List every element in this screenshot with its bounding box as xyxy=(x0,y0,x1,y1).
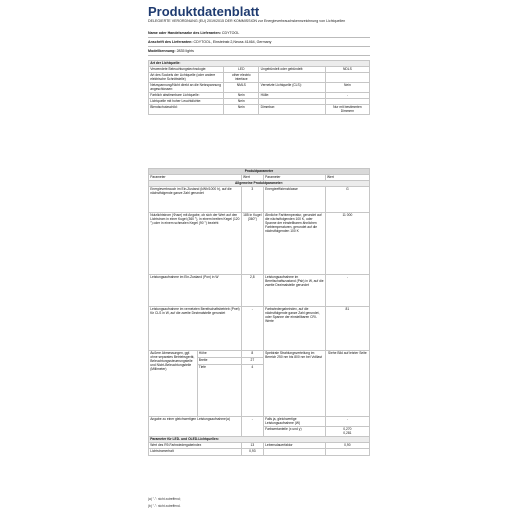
supplier-address-value: CDYTOOL, Einsteinstr.2,Neuss 41464, Germany xyxy=(193,40,272,44)
table-row xyxy=(149,187,370,213)
param-label: Nutzlichtstrom (Φuse) mit Angabe, ob sich der Wert auf den Lichtstrom in einer Kugel (360 °), in einem breiten Kegel (120 °) oder in einem schmalen Kegel (90 °) bezieht xyxy=(149,213,242,275)
dimension-name: Höhe xyxy=(197,351,241,358)
footnote: (a) "-": nicht zutreffend; xyxy=(148,497,181,501)
dimension-value: 27 xyxy=(241,358,263,365)
light-source-type-heading: Art der Lichtquelle: xyxy=(149,61,370,67)
supplier-brand-row xyxy=(148,31,370,38)
param-label: Art des Sockels der Lichtquelle (oder andere elektrische Schnittstelle) xyxy=(149,73,224,83)
table-row xyxy=(149,351,370,358)
param-value: 11 000 xyxy=(325,213,369,275)
chromaticity-value xyxy=(325,427,369,437)
chromaticity-x: 0,270 xyxy=(343,426,352,431)
model-value: 2835 lights xyxy=(176,49,194,53)
param-value: 81 xyxy=(325,307,369,351)
spectral-label: Spektrale Strahlungsverteilung im Bereich 250 nm bis 800 nm bei Volllast xyxy=(263,351,325,417)
param-value: 0,93 xyxy=(241,449,263,455)
supplier-address-row xyxy=(148,40,370,47)
table-row xyxy=(149,417,370,427)
chromaticity-y: 0,281 xyxy=(343,430,352,435)
footnote: (b) "-": nicht zutreffend. xyxy=(148,504,181,508)
param-label: Farblich abstimmbare Lichtquelle: xyxy=(149,93,224,99)
param-value: LED xyxy=(224,67,259,73)
param-label: Farbwiedergabeindex, auf die nächstfolgende ganze Zahl gerundet, oder Spanne der einstellbaren CRI-Werte xyxy=(263,307,325,351)
dimension-value: 4 xyxy=(241,365,263,417)
page-title: Produktdatenblatt xyxy=(148,4,260,19)
equivalent-power-w-label: Falls ja, gleichwertige Leistungsaufnahme (W) xyxy=(263,417,325,427)
param-value: other electric interface xyxy=(224,73,259,83)
param-label: Lichtquelle mit hoher Leuchtdichte: xyxy=(149,99,224,105)
param-value: Nein xyxy=(224,105,259,115)
equivalent-power-value: - xyxy=(241,417,263,437)
table-row xyxy=(149,83,370,93)
param-label: Dimmbar: xyxy=(259,105,325,115)
param-label: Ungebündelt oder gebündelt: xyxy=(259,67,325,73)
param-label: Netzspannung/Nicht direkt an die Netzspannung angeschlossen: xyxy=(149,83,224,93)
table-row xyxy=(149,73,370,83)
dimension-name: Breite xyxy=(197,358,241,365)
param-value: NDLS xyxy=(325,67,369,73)
param-label: Energieeffizienzklasse xyxy=(263,187,325,213)
column-header-parameter: Parameter xyxy=(149,175,242,181)
param-label: Lichtstromerhalt xyxy=(149,449,242,455)
param-value: Nein xyxy=(325,83,369,93)
param-label: Leistungsaufnahme im vernetzten Bereitschaftsbetrieb (Pnet) für CLS in W, auf die zweite Dezimalstelle gerundet xyxy=(149,307,242,351)
param-label: Vernetzte Lichtquelle (CLS): xyxy=(259,83,325,93)
table-row xyxy=(149,307,370,351)
chromaticity-label: Farbwertanteile (x und y) xyxy=(263,427,325,437)
param-label xyxy=(263,449,325,455)
param-value xyxy=(325,73,369,83)
column-header-value: Wert xyxy=(325,175,369,181)
supplier-brand-value: CDYTOOL xyxy=(221,31,240,35)
column-header-parameter: Parameter xyxy=(263,175,325,181)
supplier-address-label: Anschrift des Lieferanten: xyxy=(148,40,193,44)
param-value: G xyxy=(325,187,369,213)
param-value: - xyxy=(325,275,369,307)
param-label: Hülle: xyxy=(259,93,325,99)
param-label: Energieverbrauch im Ein-Zustand (kWh/1000 h), auf die nächstfolgende ganze Zahl gerundet xyxy=(149,187,242,213)
param-label: Wert des R9-Farbwiedergabeindex xyxy=(149,443,242,449)
param-label: Lebensdauerfaktor xyxy=(263,443,325,449)
param-value: 13 xyxy=(241,443,263,449)
param-value: - xyxy=(325,93,369,99)
table-row xyxy=(149,105,370,115)
param-label: Ähnliche Farbtemperatur, gerundet auf die nächstfolgenden 100 K, oder Spanne der einstellbaren ähnlichen Farbtemperaturen, gerundet auf die nächstfolgenden 100 K xyxy=(263,213,325,275)
light-source-type-table xyxy=(148,60,370,115)
dimension-value: 8 xyxy=(241,351,263,358)
general-parameters-heading: Allgemeine Produktparameter: xyxy=(149,181,370,187)
table-row xyxy=(149,213,370,275)
param-label: Blendschutzschild: xyxy=(149,105,224,115)
param-value xyxy=(325,449,369,455)
product-parameters-heading: Produktparameter xyxy=(149,169,370,175)
supplier-brand-label: Name oder Handelsmarke des Lieferanten: xyxy=(148,31,221,35)
spectral-value: Siehe Bild auf letzter Seite xyxy=(325,351,369,417)
param-label: Leistungsaufnahme im Ein-Zustand (Pon) in W xyxy=(149,275,242,307)
led-parameters-heading: Parameter für LED- und OLED-Lichtquellen: xyxy=(149,437,370,443)
param-value: 2,8 xyxy=(241,275,263,307)
page-subtitle: DELEGIERTE VERORDNUNG (EU) 2019/2015 DER KOMMISSION zur Energieverbrauchskennzeichnung von Lichtquellen xyxy=(148,19,346,23)
table-row xyxy=(149,275,370,307)
param-value: 3 xyxy=(241,187,263,213)
param-value: NMLS xyxy=(224,83,259,93)
equivalent-power-label: Angabe zu einer gleichwertigen Leistungsaufnahme(a) xyxy=(149,417,242,437)
param-value: 0,90 xyxy=(325,443,369,449)
model-label: Modellkennung: xyxy=(148,49,176,53)
product-datasheet-page xyxy=(140,0,372,512)
param-value: - xyxy=(241,307,263,351)
param-value: Nein xyxy=(224,99,259,105)
param-value: Nur mit bestimmten Dimmern xyxy=(325,105,369,115)
dimension-name: Tiefe xyxy=(197,365,241,417)
param-label: Leistungsaufnahme im Bereitschaftszustand (Psb) in W, auf die zweite Dezimalstelle gerundet xyxy=(263,275,325,307)
param-label: Verwendete Beleuchtungstechnologie: xyxy=(149,67,224,73)
param-label xyxy=(259,73,325,83)
model-row xyxy=(148,49,370,56)
param-value: Nein xyxy=(224,93,259,99)
product-parameters-table xyxy=(148,168,370,456)
dimensions-label: Äußere Abmessungen, ggf. ohne separates Betriebsgerät, Beleuchtungssteuerungsteile und Nicht-Beleuchtungsteile (Millimeter) xyxy=(149,351,198,417)
equivalent-power-w-value: - xyxy=(325,417,369,427)
column-header-value: Wert xyxy=(241,175,263,181)
table-row xyxy=(149,449,370,455)
param-value: 185 in Kugel (360°) xyxy=(241,213,263,275)
